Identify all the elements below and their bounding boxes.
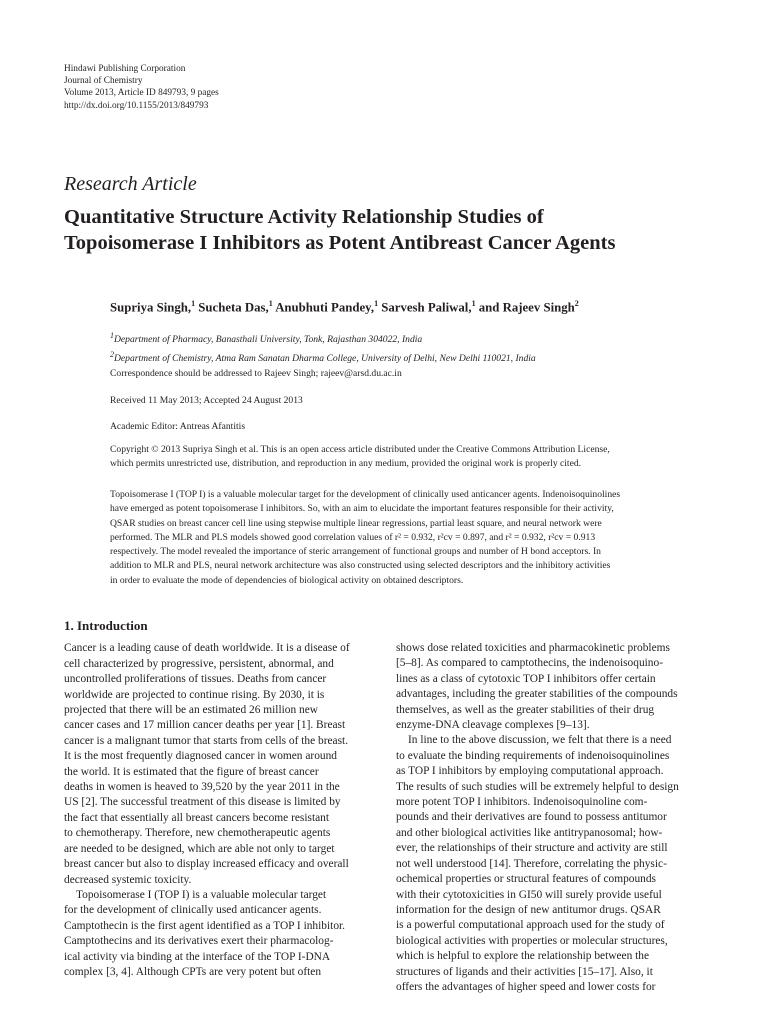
body-column-right bbox=[396, 641, 706, 995]
abstract-line: addition to MLR and PLS, neural network architecture was also constructed using selected descriptors and the inhibitory activities bbox=[110, 560, 611, 572]
body-line: offers the advantages of higher speed and lower costs for bbox=[396, 980, 656, 993]
body-line: information for the design of new antitumor drugs. QSAR bbox=[396, 903, 661, 916]
abstract bbox=[110, 488, 704, 588]
academic-editor: Academic Editor: Antreas Afantitis bbox=[110, 421, 246, 432]
author-affiliation-mark: 1 bbox=[268, 299, 273, 308]
body-line: more potent TOP I inhibitors. Indenoisoquinoline com- bbox=[396, 796, 648, 809]
body-line: ical activity via binding at the interface of the TOP I-DNA bbox=[64, 950, 331, 963]
body-line: not well understood [14]. Therefore, correlating the physic- bbox=[396, 857, 667, 870]
body-line: decreased systemic toxicity. bbox=[64, 873, 192, 886]
author-name: Sucheta Das, bbox=[198, 300, 269, 315]
body-line: projected that there will be an estimated 26 million new bbox=[64, 704, 318, 717]
abstract-line: performed. The MLR and PLS models showed good correlation values of r² = 0.932, r²cv = 0.897, and r² = 0.932, r²cv = 0.913 bbox=[110, 531, 596, 543]
doi-link[interactable]: http://dx.doi.org/10.1155/2013/849793 bbox=[64, 100, 209, 111]
body-line: and other biological activities like antitrypanosomal; how- bbox=[396, 826, 663, 839]
body-line: cancer is a malignant tumor that starts from cells of the breast. bbox=[64, 734, 349, 747]
abstract-line: in order to evaluate the mode of dependencies of biological activity on obtained descriptors. bbox=[110, 574, 464, 586]
body-line: [5–8]. As compared to camptothecins, the indenoisoquino- bbox=[396, 657, 663, 670]
body-line: to evaluate the binding requirements of indenoisoquinolines bbox=[396, 749, 670, 762]
article-type: Research Article bbox=[64, 173, 197, 195]
author-name: Anubhuti Pandey, bbox=[275, 300, 375, 315]
author-list bbox=[110, 299, 579, 315]
author-affiliation-mark: 1 bbox=[191, 299, 196, 308]
body-line: uncontrolled proliferations of tissues. Deaths from cancer bbox=[64, 673, 327, 686]
body-column-left bbox=[64, 618, 374, 980]
section-heading: 1. Introduction bbox=[64, 618, 148, 633]
affiliation-item: $^2$Department of Chemistry, Atma Ram Sanatan Dharma College, University of Delhi, New Delhi 110021, India bbox=[110, 350, 536, 365]
body-line: the fact that essentially all breast cancers become resistant bbox=[64, 811, 330, 824]
body-line: are needed to be designed, which are able not only to target bbox=[64, 842, 335, 855]
publisher-name: Hindawi Publishing Corporation bbox=[64, 64, 186, 74]
body-line: shows dose related toxicities and pharmacokinetic problems bbox=[396, 642, 670, 654]
copyright-line: Copyright © 2013 Supriya Singh et al. This is an open access article distributed under the Creative Commons Attribution License, bbox=[110, 444, 610, 455]
body-line: themselves, as well as the greater stabilities of their drug bbox=[396, 703, 655, 716]
body-line: pounds and their derivatives are found to possess antitumor bbox=[396, 811, 667, 824]
body-line: The results of such studies will be extremely helpful to design bbox=[396, 780, 679, 793]
body-line: ever, the relationships of their structure and activity are still bbox=[396, 842, 668, 855]
body-line: Topoisomerase I (TOP I) is a valuable molecular target bbox=[76, 888, 327, 901]
body-line: lines as a class of cytotoxic TOP I inhibitors offer certain bbox=[396, 672, 656, 685]
volume-info: Volume 2013, Article ID 849793, 9 pages bbox=[64, 88, 219, 99]
author-affiliation-mark: 1 bbox=[471, 299, 476, 308]
title-line: Topoisomerase I Inhibitors as Potent Antibreast Cancer Agents bbox=[64, 231, 616, 254]
copyright-line: which permits unrestricted use, distribution, and reproduction in any medium, provided the original work is properly cited. bbox=[110, 458, 582, 470]
author-name: and Rajeev Singh bbox=[478, 300, 575, 315]
abstract-line: Topoisomerase I (TOP I) is a valuable molecular target for the development of clinically used anticancer agents. Indenoisoquinolines bbox=[110, 489, 621, 500]
publisher-info bbox=[64, 63, 219, 112]
correspondence: Correspondence should be addressed to Rajeev Singh; rajeev@arsd.du.ac.in bbox=[110, 368, 402, 379]
body-line: In line to the above discussion, we felt that there is a need bbox=[408, 734, 672, 747]
abstract-line: have emerged as potent topoisomerase I inhibitors. So, with an aim to elucidate the important features responsible for their activity, bbox=[110, 503, 614, 515]
body-line: It is the most frequently diagnosed cancer in women around bbox=[64, 750, 337, 763]
body-line: to chemotherapy. Therefore, new chemotherapeutic agents bbox=[64, 827, 331, 840]
author-affiliation-mark: 1 bbox=[374, 299, 379, 308]
body-line: Cancer is a leading cause of death worldwide. It is a disease of bbox=[64, 642, 350, 655]
author-affiliation-mark: 2 bbox=[574, 299, 579, 308]
body-line: which is helpful to explore the relationship between the bbox=[396, 950, 650, 963]
abstract-line: respectively. The model revealed the importance of steric arrangement of functional groups and number of H bond acceptors. In bbox=[110, 546, 601, 558]
body-line: cancer cases and 17 million cancer deaths per year [1]. Breast bbox=[64, 719, 346, 732]
body-line: advantages, including the greater stabilities of the compounds bbox=[396, 688, 678, 701]
body-line: biological activities with properties or molecular structures, bbox=[396, 934, 668, 947]
abstract-line: QSAR studies on breast cancer cell line using stepwise multiple linear regressions, partial least square, and neural network were bbox=[110, 517, 602, 529]
author-name: Supriya Singh, bbox=[110, 300, 192, 315]
affiliation-item: $^1$Department of Pharmacy, Banasthali University, Tonk, Rajasthan 304022, India bbox=[110, 331, 423, 346]
copyright-notice bbox=[110, 443, 704, 472]
body-line: as TOP I inhibitors by employing computational approach. bbox=[396, 765, 664, 778]
article-title bbox=[64, 205, 724, 256]
body-line: worldwide are projected to continue rising. By 2030, it is bbox=[64, 688, 325, 701]
body-line: for the development of clinically used anticancer agents. bbox=[64, 904, 322, 917]
body-line: structures of ligands and their activities [15–17]. Also, it bbox=[396, 965, 653, 978]
body-line: deaths in women is heaved to 39,520 by the year 2011 in the bbox=[64, 781, 340, 794]
journal-name: Journal of Chemistry bbox=[64, 76, 143, 87]
received-dates: Received 11 May 2013; Accepted 24 August 2013 bbox=[110, 395, 303, 406]
body-line: Camptothecin is the first agent identified as a TOP I inhibitor. bbox=[64, 919, 346, 932]
body-line: is a powerful computational approach used for the study of bbox=[396, 919, 665, 932]
body-line: with their cytotoxicities in GI50 will surely provide useful bbox=[396, 888, 662, 901]
affiliations bbox=[110, 328, 536, 366]
author-name: Sarvesh Paliwal, bbox=[381, 300, 472, 315]
body-line: cell characterized by progressive, persistent, abnormal, and bbox=[64, 657, 334, 670]
body-line: US [2]. The successful treatment of this disease is limited by bbox=[64, 796, 341, 809]
body-line: breast cancer but also to display increased efficacy and overall bbox=[64, 858, 349, 871]
body-line: complex [3, 4]. Although CPTs are very potent but often bbox=[64, 965, 322, 978]
body-line: the world. It is estimated that the figure of breast cancer bbox=[64, 765, 319, 778]
title-line: Quantitative Structure Activity Relationship Studies of bbox=[64, 206, 544, 228]
body-line: enzyme-DNA cleavage complexes [9–13]. bbox=[396, 719, 590, 732]
body-line: Camptothecins and its derivatives exert their pharmacolog- bbox=[64, 935, 334, 948]
body-line: ochemical properties or structural features of compounds bbox=[396, 873, 656, 886]
